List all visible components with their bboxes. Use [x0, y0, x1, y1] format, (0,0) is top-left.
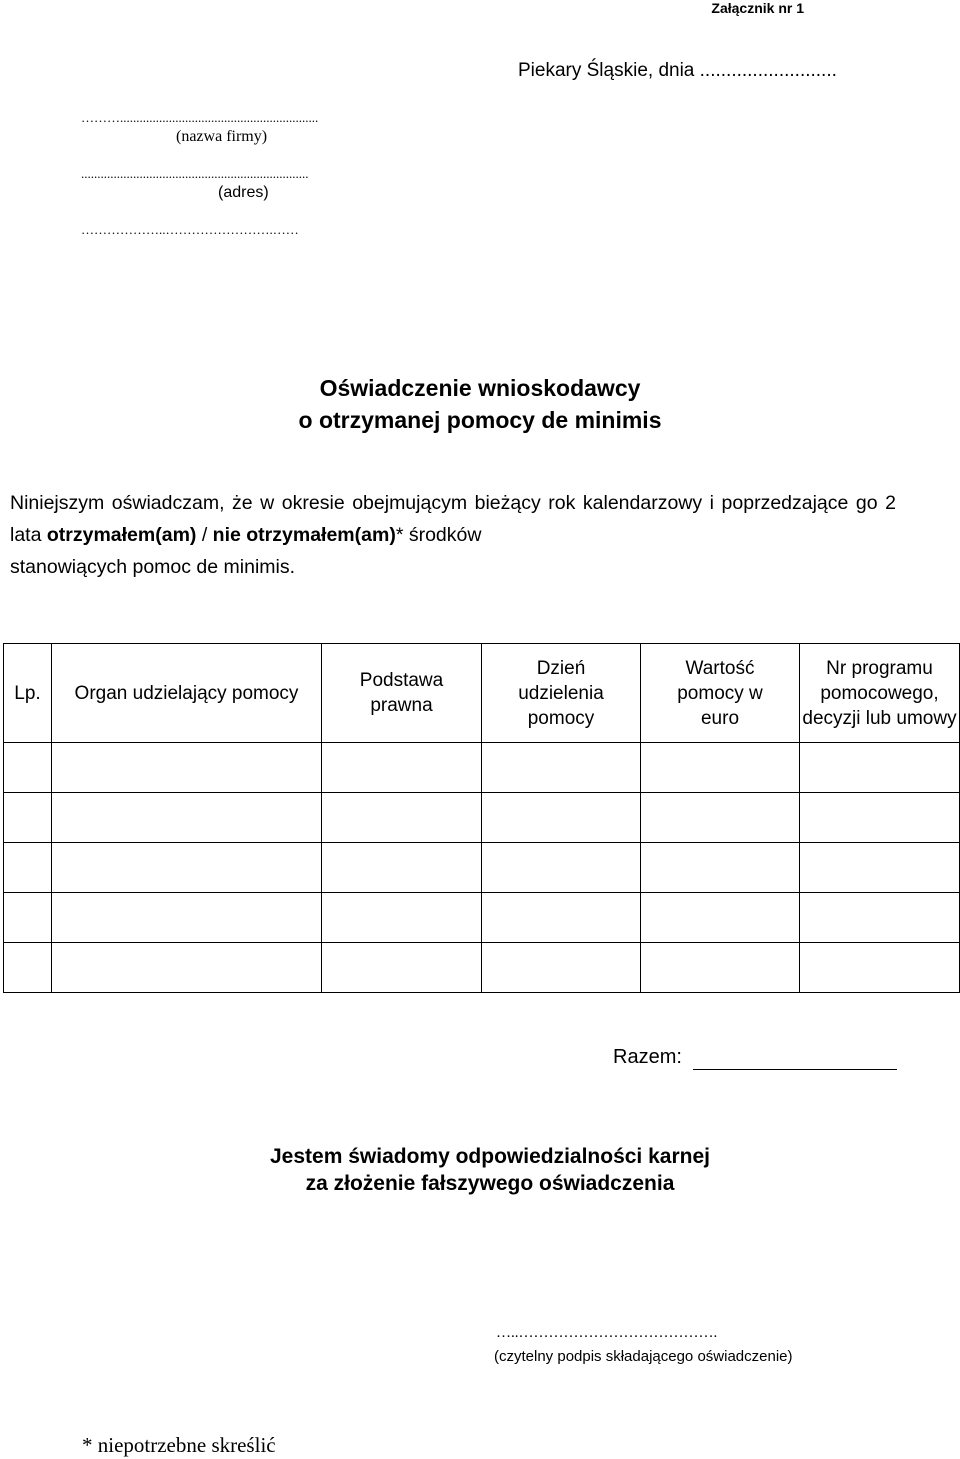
col-header-lp: Lp. [4, 644, 52, 743]
paragraph-last-line: stanowiących pomoc de minimis. [10, 556, 296, 578]
table-cell[interactable] [641, 843, 800, 893]
liability-statement-line2: za złożenie fałszywego oświadczenia [305, 1172, 675, 1195]
footnote: * niepotrzebne skreślić [82, 1433, 276, 1457]
extra-dots: ………………..…………………….…… [81, 222, 299, 237]
table-cell[interactable] [52, 743, 322, 793]
table-row [4, 843, 960, 893]
table-cell[interactable] [641, 943, 800, 993]
table-cell[interactable] [4, 743, 52, 793]
address-label: (adres) [218, 184, 269, 201]
table-cell[interactable] [482, 743, 641, 793]
signature-dots[interactable]: …..…………………………………. [496, 1325, 718, 1341]
col-header-date: Dzień udzielenia pomocy [482, 644, 641, 743]
address-dots: ...................................................................... [81, 166, 309, 181]
table-cell[interactable] [4, 793, 52, 843]
document-title: Oświadczenie wnioskodawcy [319, 375, 641, 401]
table-cell[interactable] [322, 843, 482, 893]
col-header-legal-basis: Podstawa prawna [322, 644, 482, 743]
table-cell[interactable] [800, 893, 960, 943]
table-row [4, 943, 960, 993]
place-date-field: Piekary Śląskie, dnia .......................... [518, 60, 837, 81]
col-header-value: Wartość pomocy w euro [641, 644, 800, 743]
table-cell[interactable] [482, 943, 641, 993]
table-row [4, 893, 960, 943]
paragraph-separator: / [196, 524, 213, 546]
table-cell[interactable] [4, 943, 52, 993]
liability-statement-line1: Jestem świadomy odpowiedzialności karnej [270, 1145, 710, 1168]
table-cell[interactable] [482, 893, 641, 943]
paragraph-text-2: * środków [395, 524, 482, 546]
table-row [4, 743, 960, 793]
table-cell[interactable] [482, 843, 641, 893]
table-cell[interactable] [800, 743, 960, 793]
document-subtitle: o otrzymanej pomocy de minimis [298, 407, 662, 433]
table-cell[interactable] [4, 893, 52, 943]
table-cell[interactable] [322, 943, 482, 993]
signature-label: (czytelny podpis składającego oświadczenie) [494, 1348, 793, 1365]
table-cell[interactable] [52, 943, 322, 993]
total-input-line[interactable] [693, 1069, 897, 1070]
paragraph-bold-not-received: nie otrzymałem(am) [212, 524, 396, 546]
col-header-program-number: Nr programu pomocowego, decyzji lub umowy [800, 644, 960, 743]
firm-name-dots: ………............................................................. [81, 110, 319, 125]
table-cell[interactable] [322, 743, 482, 793]
total-label: Razem: [613, 1046, 682, 1068]
table-cell[interactable] [52, 843, 322, 893]
table-row [4, 793, 960, 843]
table-header-row [4, 644, 960, 743]
table-cell[interactable] [322, 793, 482, 843]
table-cell[interactable] [52, 793, 322, 843]
table-cell[interactable] [641, 743, 800, 793]
col-header-organ: Organ udzielający pomocy [52, 644, 322, 743]
attachment-label: Załącznik nr 1 [711, 0, 804, 16]
declaration-paragraph [10, 487, 896, 583]
table-cell[interactable] [641, 793, 800, 843]
table-cell[interactable] [52, 893, 322, 943]
paragraph-bold-received: otrzymałem(am) [46, 524, 197, 546]
table-cell[interactable] [800, 793, 960, 843]
table-cell[interactable] [322, 893, 482, 943]
firm-name-label: (nazwa firmy) [176, 128, 268, 145]
table-cell[interactable] [800, 943, 960, 993]
table-cell[interactable] [4, 843, 52, 893]
paragraph-text-1: Niniejszym oświadczam, że w okresie obejmującym bieżący rok kalendarzowy i poprzedzające go 2 lata [10, 492, 896, 546]
table-cell[interactable] [482, 793, 641, 843]
table-cell[interactable] [800, 843, 960, 893]
aid-table [3, 643, 960, 993]
table-cell[interactable] [641, 893, 800, 943]
